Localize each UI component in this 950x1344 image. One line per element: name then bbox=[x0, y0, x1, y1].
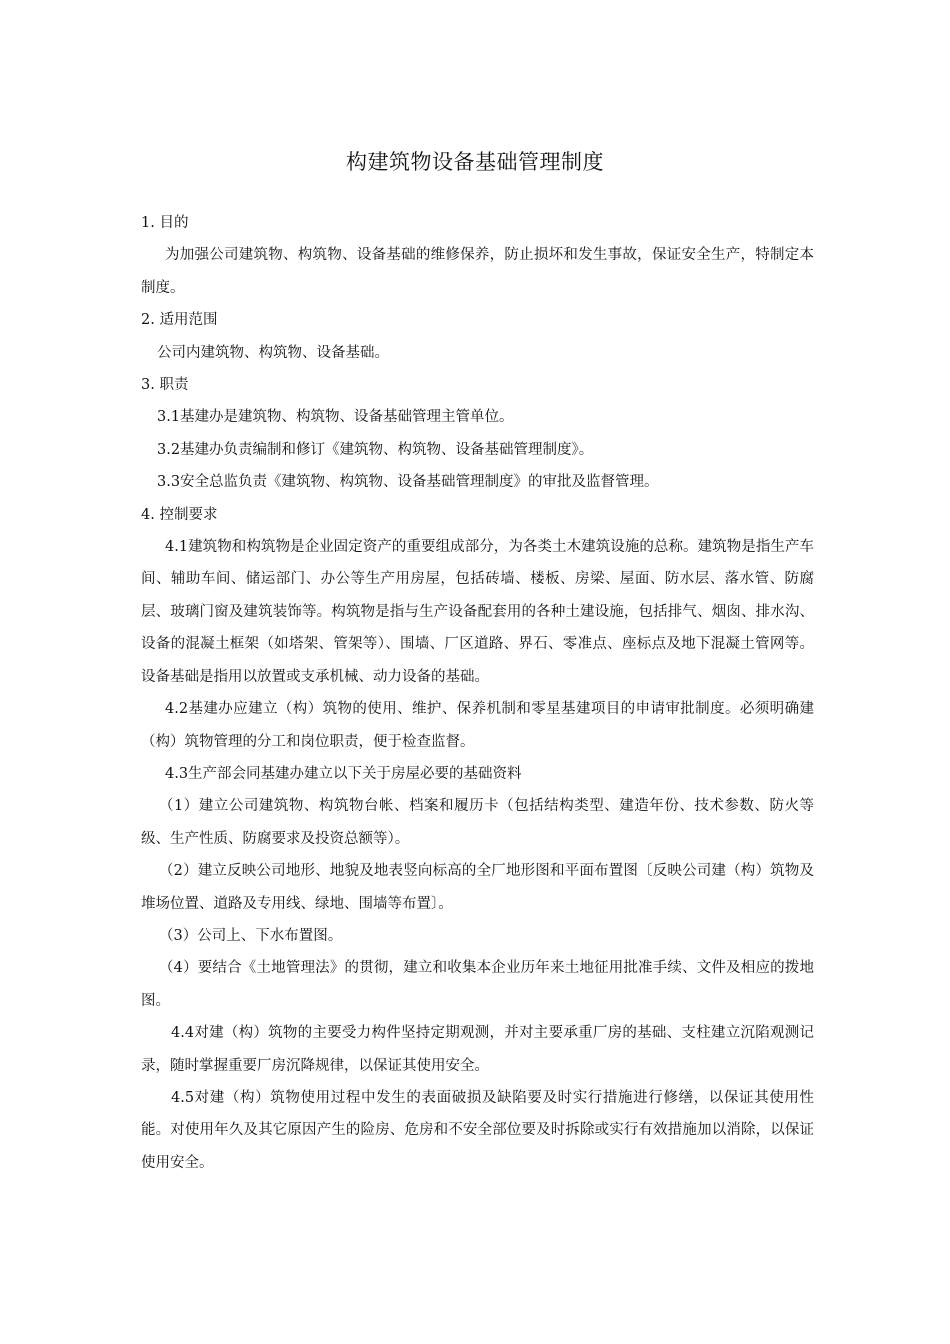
section-1-heading: 1. 目的 bbox=[141, 215, 189, 231]
section-3-3: 3.3安全总监负责《建筑物、构筑物、设备基础管理制度》的审批及监督管理。 bbox=[157, 474, 659, 491]
section-4-3: 4.3生产部会同基建办建立以下关于房屋必要的基础资料 bbox=[165, 765, 522, 782]
section-3-heading: 3. 职责 bbox=[141, 377, 189, 394]
section-4-3-item-4: （4）要结合《土地管理法》的贯彻，建立和收集本企业历年来土地征用批准手续、文件及相应的拨地图。 bbox=[141, 960, 814, 1009]
section-1-paragraph: 为加强公司建筑物、构筑物、设备基础的维修保养，防止损坏和发生事故，保证安全生产，特制定本制度。 bbox=[141, 247, 814, 296]
document-title: 构建筑物设备基础管理制度 bbox=[346, 150, 604, 174]
section-3-2: 3.2基建办负责编制和修订《建筑物、构筑物、设备基础管理制度》。 bbox=[157, 441, 594, 458]
section-2-paragraph: 公司内建筑物、构筑物、设备基础。 bbox=[157, 344, 389, 361]
section-3-1: 3.1基建办是建筑物、构筑物、设备基础管理主管单位。 bbox=[157, 409, 514, 426]
section-4-3-item-2: （2）建立反映公司地形、地貌及地表竖向标高的全厂地形图和平面布置图〔反映公司建（构）筑物及堆场位置、道路及专用线、绿地、围墙等布置〕。 bbox=[141, 863, 814, 912]
section-4-1: 4.1建筑物和构筑物是企业固定资产的重要组成部分，为各类土木建筑设施的总称。建筑物是指生产车间、辅助车间、储运部门、办公等生产用房屋，包括砖墙、楼板、房梁、屋面、防水层、落水管、防腐层、玻璃门窗及建筑装饰等。构筑物是指与生产设备配套用的各种土建设施，包括排气、烟囱、排水沟、设备的混凝土框架（如塔架、管架等）、围墙、厂区道路、界石、零准点、座标点及地下混凝土管网等。设备基础是指用以放置或支承机械、动力设备的基础。 bbox=[141, 539, 814, 685]
section-4-5: 4.5对建（构）筑物使用过程中发生的表面破损及缺陷要及时实行措施进行修缮，以保证其使用性能。对使用年久及其它原因产生的险房、危房和不安全部位要及时拆除或实行有效措施加以消除，以保证使用安全。 bbox=[141, 1089, 814, 1171]
document-body bbox=[141, 207, 814, 1179]
section-4-heading: 4. 控制要求 bbox=[141, 506, 218, 523]
section-2-heading: 2. 适用范围 bbox=[141, 312, 218, 329]
section-4-3-item-1: （1）建立公司建筑物、构筑物台帐、档案和履历卡（包括结构类型、建造年份、技术参数、防火等级、生产性质、防腐要求及投资总额等）。 bbox=[141, 798, 814, 847]
section-4-2: 4.2基建办应建立（构）筑物的使用、维护、保养机制和零星基建项目的申请审批制度。必须明确建（构）筑物管理的分工和岗位职责，便于检查监督。 bbox=[141, 701, 814, 750]
section-4-3-item-3: （3）公司上、下水布置图。 bbox=[159, 927, 343, 944]
section-4-4: 4.4对建（构）筑物的主要受力构件坚持定期观测，并对主要承重厂房的基础、支柱建立沉陷观测记录，随时掌握重要厂房沉降规律，以保证其使用安全。 bbox=[141, 1025, 814, 1074]
